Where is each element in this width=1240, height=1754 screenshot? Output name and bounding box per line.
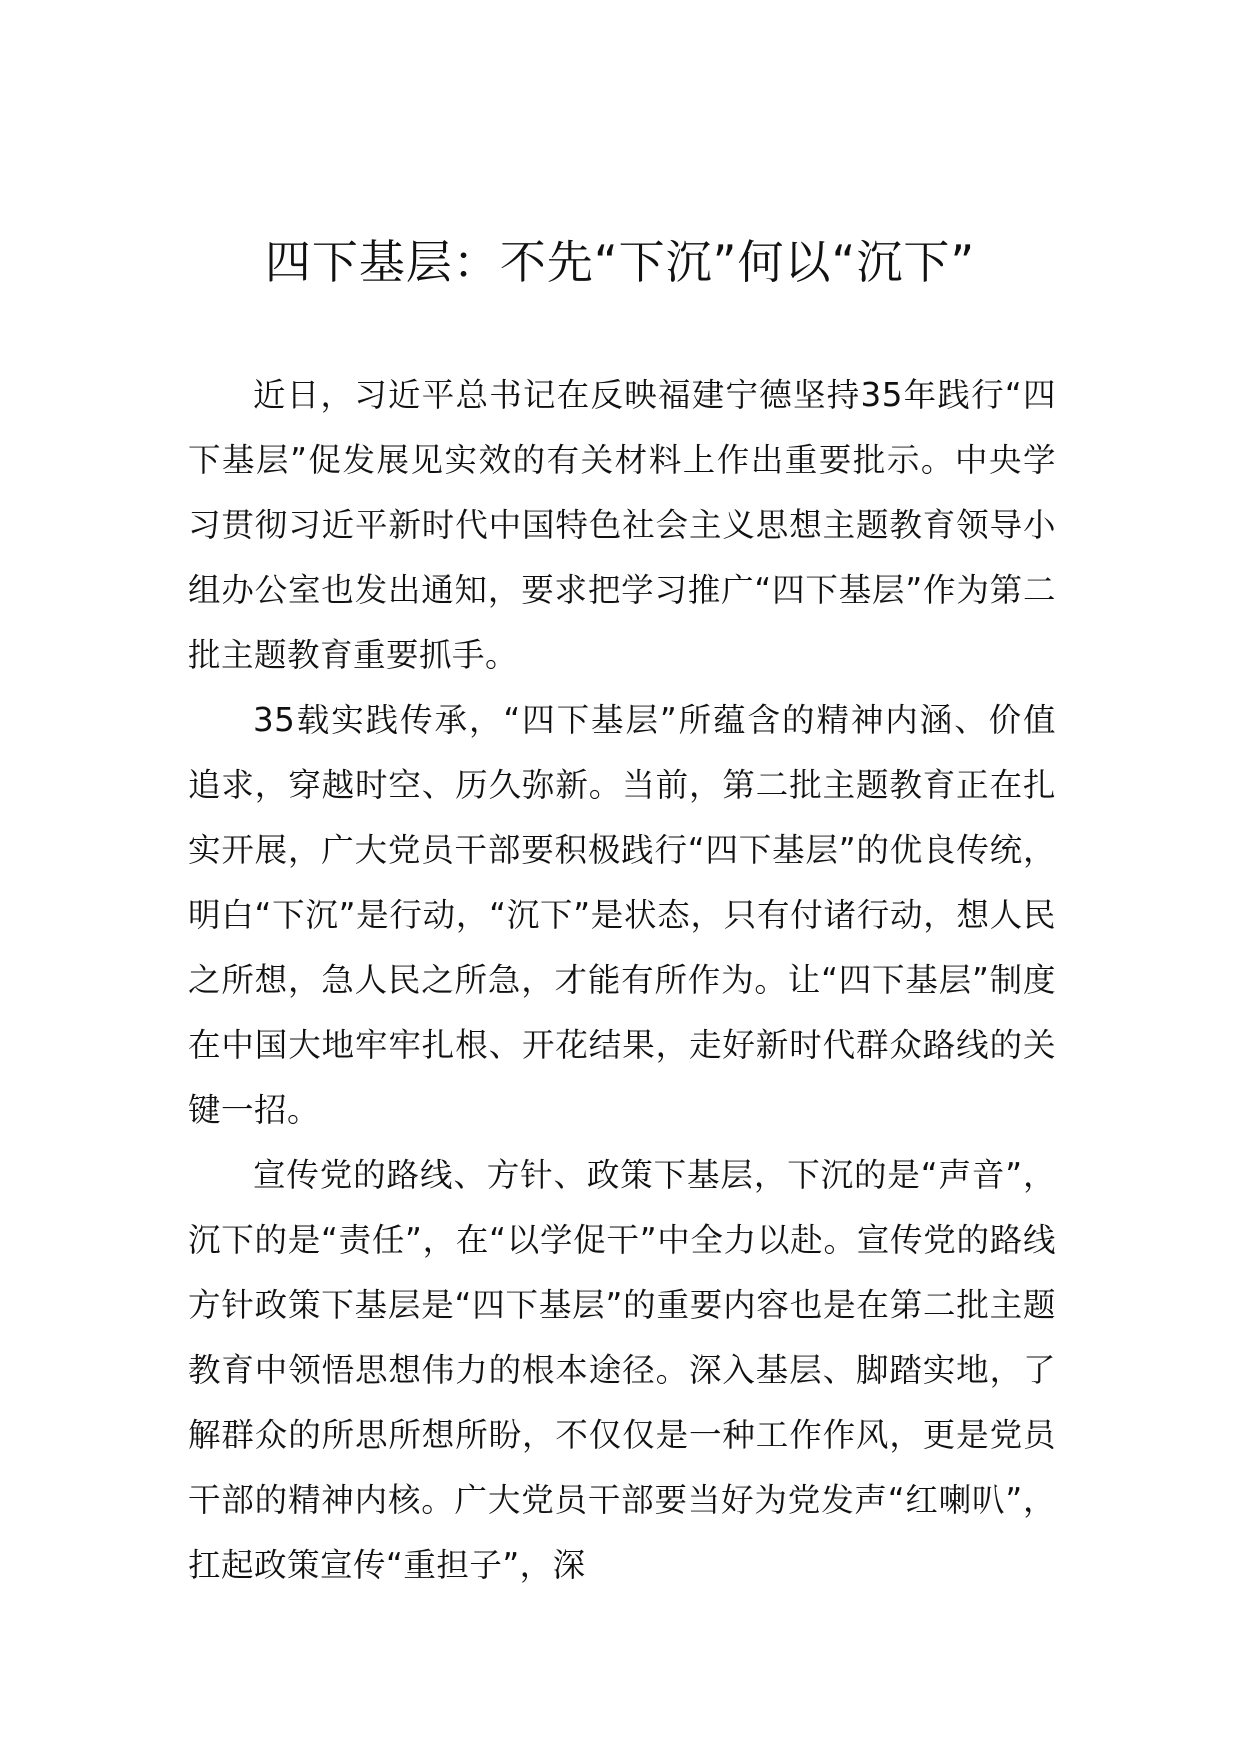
document-body xyxy=(188,363,1056,1598)
paragraph-3: 宣传党的路线、方针、政策下基层，下沉的是“声音”，沉下的是“责任”，在“以学促干”中全力以赴。宣传党的路线方针政策下基层是“四下基层”的重要内容也是在第二批主题教育中领悟思想伟力的根本途径。深入基层、脚踏实地，了解群众的所思所想所盼，不仅仅是一种工作作风，更是党员干部的精神内核。广大党员干部要当好为党发声“红喇叭”，扛起政策宣传“重担子”，深 xyxy=(188,1156,1056,1584)
page-title: 四下基层：不先“下沉”何以“沉下” xyxy=(264,235,976,289)
paragraph-1: 近日，习近平总书记在反映福建宁德坚持35年践行“四下基层”促发展见实效的有关材料上作出重要批示。中央学习贯彻习近平新时代中国特色社会主义思想主题教育领导小组办公室也发出通知，要求把学习推广“四下基层”作为第二批主题教育重要抓手。 xyxy=(188,376,1056,674)
paragraph-2: 35载实践传承，“四下基层”所蕴含的精神内涵、价值追求，穿越时空、历久弥新。当前，第二批主题教育正在扎实开展，广大党员干部要积极践行“四下基层”的优良传统，明白“下沉”是行动，“沉下”是状态，只有付诸行动，想人民之所想，急人民之所急，才能有所作为。让“四下基层”制度在中国大地牢牢扎根、开花结果，走好新时代群众路线的关键一招。 xyxy=(188,701,1056,1129)
